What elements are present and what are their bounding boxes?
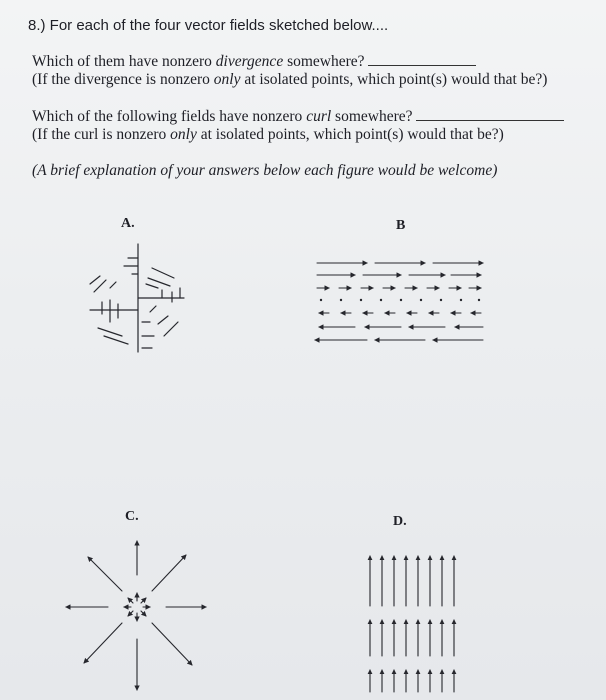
curl-hint-only: only	[170, 126, 197, 143]
curl-term: curl	[306, 108, 332, 125]
curl-hint-suffix: at isolated points, which point(s) would that be?)	[196, 126, 504, 143]
divergence-hint	[32, 71, 547, 89]
figure-c-label: C.	[125, 509, 139, 524]
figure-b-label: B	[396, 218, 406, 233]
divergence-question	[32, 53, 476, 71]
curl-hint	[32, 126, 504, 144]
question-title: 8.) For each of the four vector fields sketched below....	[28, 17, 389, 34]
divergence-prompt-prefix: Which of them have nonzero	[32, 53, 216, 70]
curl-hint-prefix: (If the curl is nonzero	[32, 126, 171, 143]
curl-prompt-suffix: somewhere?	[331, 108, 413, 125]
divergence-prompt-suffix: somewhere?	[283, 53, 365, 70]
curl-answer-blank[interactable]	[416, 120, 564, 121]
figure-c-vector-field	[60, 535, 210, 695]
divergence-term: divergence	[215, 53, 284, 70]
curl-question	[32, 108, 564, 126]
figure-a-vector-field	[80, 240, 200, 370]
explanation-note: (A brief explanation of your answers below each figure would be welcome)	[32, 162, 498, 179]
divergence-hint-prefix: (If the divergence is nonzero	[32, 71, 214, 88]
divergence-hint-suffix: at isolated points, which point(s) would that be?)	[240, 71, 548, 88]
figure-a-label: A.	[121, 216, 135, 231]
figure-d-label: D.	[393, 514, 407, 529]
curl-prompt-prefix: Which of the following fields have nonzero	[32, 108, 307, 125]
figure-b-vector-field	[305, 255, 490, 350]
divergence-hint-only: only	[213, 71, 241, 88]
figure-d-vector-field	[362, 550, 462, 695]
divergence-answer-blank[interactable]	[368, 65, 476, 66]
figure-d-arrows	[370, 556, 454, 692]
